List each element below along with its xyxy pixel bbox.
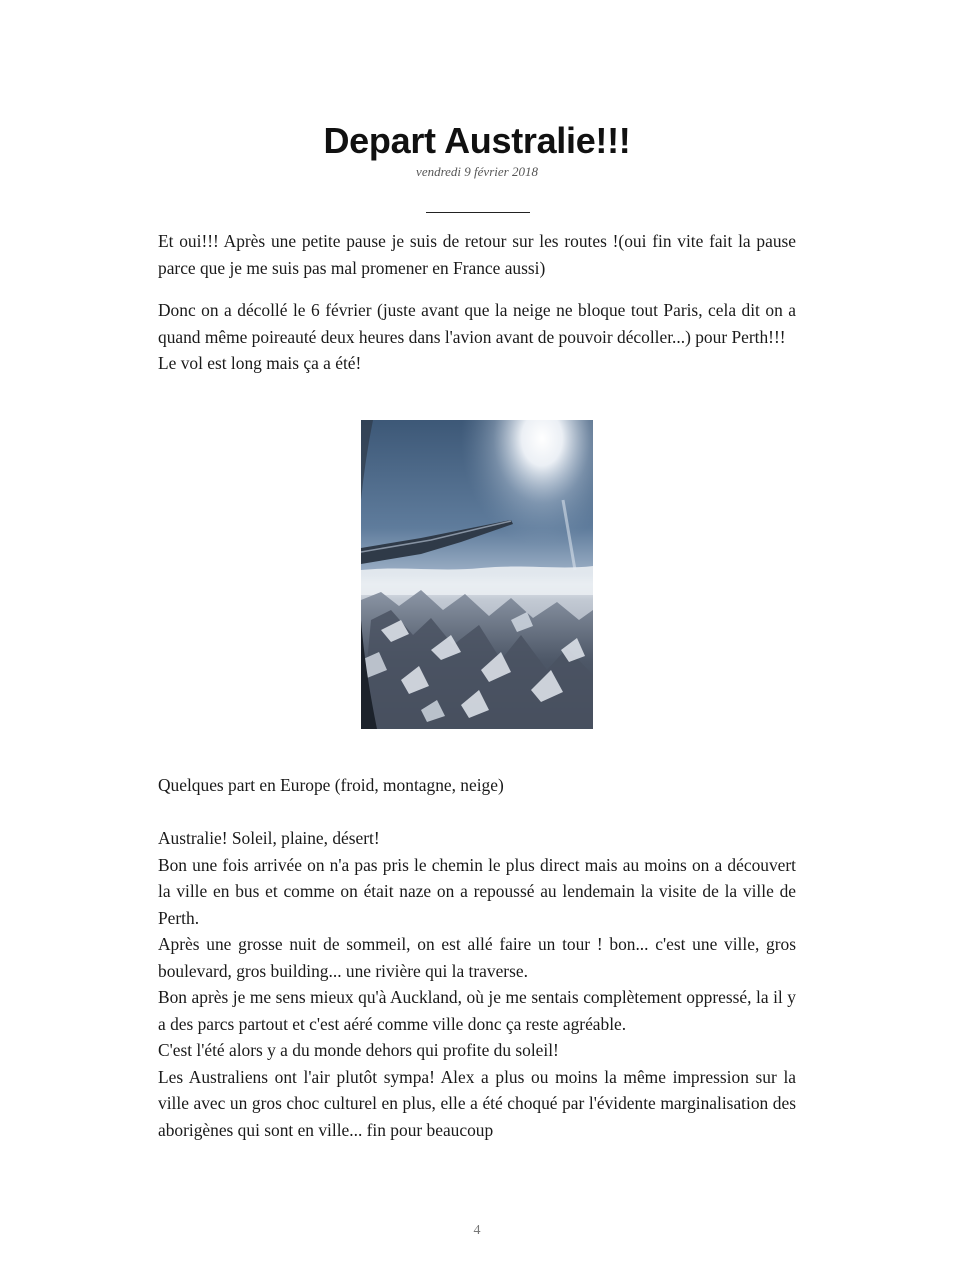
paragraph: Donc on a décollé le 6 février (juste avant que la neige ne bloque tout Paris, cela dit on a quand même poireauté deux heures dans l'avion avant de pouvoir décoller...) pour Perth!!!: [158, 300, 796, 347]
paragraph: Bon après je me sens mieux qu'à Auckland, où je me sentais complètement oppressé, la il y a des parcs partout et c'est aéré comme ville donc ça reste agréable.: [158, 987, 796, 1034]
paragraph-departure: [158, 297, 796, 377]
paragraph: Après une grosse nuit de sommeil, on est allé faire un tour ! bon... c'est une ville, gros boulevard, gros building... une rivière qui la traverse.: [158, 934, 796, 981]
page-number: 4: [473, 1223, 481, 1238]
paragraph: Bon une fois arrivée on n'a pas pris le chemin le plus direct mais au moins on a découvert la ville en bus et comme on était naze on a repoussé au lendemain la visite de la ville de Perth.: [158, 854, 796, 928]
photo-caption: [158, 772, 796, 799]
paragraph: Quelques part en Europe (froid, montagne, neige): [158, 775, 504, 795]
title-separator: [426, 212, 530, 213]
article-title: Depart Australie!!!: [323, 120, 631, 161]
airplane-window-photo: [361, 420, 593, 729]
paragraph: Le vol est long mais ça a été!: [158, 353, 362, 373]
paragraph: C'est l'été alors y a du monde dehors qui profite du soleil!: [158, 1040, 559, 1060]
article-date: vendredi 9 février 2018: [416, 164, 538, 179]
paragraph-australia: [158, 825, 796, 1143]
paragraph: Les Australiens ont l'air plutôt sympa! Alex a plus ou moins la même impression sur la ville avec un gros choc culturel en plus, elle a été choqué par l'évidente marginalisation des aborigènes qui sont en ville... fin pour beaucoup: [158, 1066, 796, 1140]
photo-airplane-window: [361, 420, 593, 729]
paragraph: Australie! Soleil, plaine, désert!: [158, 828, 380, 848]
paragraph-intro: [158, 228, 796, 281]
paragraph: Et oui!!! Après une petite pause je suis de retour sur les routes !(oui fin vite fait la pause parce que je me suis pas mal promener en France aussi): [158, 231, 796, 278]
